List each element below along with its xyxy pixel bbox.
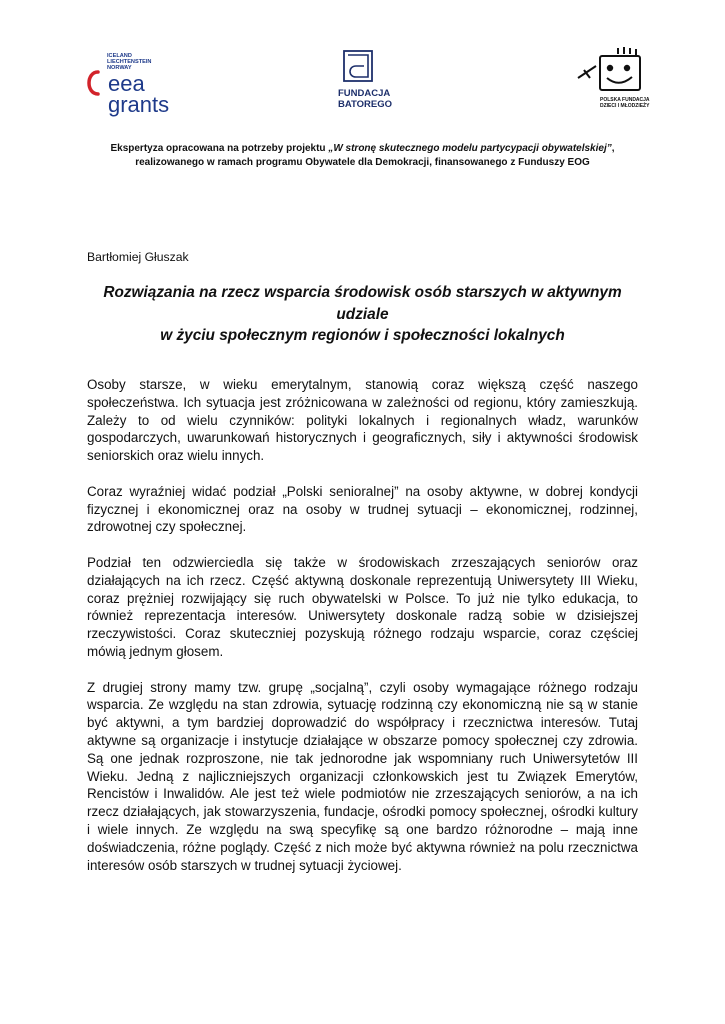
- paragraph: Podział ten odzwierciedla się także w środowiskach zrzeszających seniorów oraz działających na ich rzecz. Część aktywną doskonale reprezentują Uniwersytety III Wieku, coraz prężniej rozwijający się ruch obywatelski w Polsce. To już nie tylko edukacja, to również reprezentacja interesów. Uniwersytety doskonale radzą sobie w dzisiejszej rzeczywistości. Coraz skuteczniej pozyskują różnego rodzaju wsparcie, coraz częściej mówią jednym głosem.: [87, 554, 638, 659]
- grants-wordmark: grants: [108, 92, 170, 117]
- eea-country-norway: NORWAY: [107, 65, 132, 71]
- eea-swoosh-icon: [89, 72, 98, 94]
- document-title: [80, 282, 645, 347]
- author-name: Bartłomiej Głuszak: [87, 250, 189, 264]
- paragraph: Z drugiej strony mamy tzw. grupę „socjalną”, czyli osoby wymagające różnego rodzaju wsparcia. Ze względu na stan zdrowia, sytuację rodzinną czy ekonomiczną nie są w stanie być aktywni, a tym bardziej doprowadzić do współpracy i rzecznictwa interesów. Tutaj aktywne są organizacje i instytucje działające w obszarze pomocy społecznej czy zdrowia. Są one jednak rozproszone, nie tak jednorodne jak wspomniany ruch Uniwersytetów III Wieku. Jedną z najliczniejszych organizacji członkowskich jest tu Związek Emerytów, Rencistów i Inwalidów. Ale jest też wiele podmiotów nie zrzeszających seniorów, a na ich rzecz działających, jak stowarzyszenia, fundacje, ośrodki pomocy społecznej, ośrodki kultury i wiele innych. Ze względu na swą specyfikę są one bardzo różnorodne – mają inne doświadczenia, różne poglądy. Część z nich może być aktywna również na polu rzecznictwa interesów osób starszych w trudnej sytuacji życiowej.: [87, 679, 638, 873]
- body-text: [87, 376, 638, 892]
- eea-country-liechtenstein: LIECHTENSTEIN: [107, 59, 152, 65]
- pfdim-line1: POLSKA FUNDACJA: [600, 97, 650, 103]
- pfdim-face-icon: [578, 47, 640, 90]
- fundacja-batorego-logo: [336, 46, 408, 116]
- eea-grants-logo: [84, 50, 184, 120]
- paragraph: Osoby starsze, w wieku emerytalnym, stanowią coraz większą część naszego społeczeństwa. Ich sytuacja jest zróżnicowana w zależności od regionu, który zamieszkują. Zależy to od wielu czynników: polityki lokalnych i regionalnych władz, warunków gospodarczych, uwarunkowań historycznych i geograficznych, siły i aktywności środowisk seniorskich oraz wielu innych.: [87, 377, 638, 464]
- pfdim-logo: [574, 44, 654, 116]
- header-note-project-title: „W stronę skutecznego modelu partycypacji obywatelskiej”: [328, 143, 612, 154]
- header-note: [100, 142, 625, 171]
- title-line-2: w życiu społecznym regionów i społeczności lokalnych: [160, 327, 565, 344]
- eea-wordmark: eea: [108, 71, 145, 96]
- title-line-1: Rozwiązania na rzecz wsparcia środowisk osób starszych w aktywnym udziale: [103, 284, 622, 323]
- batory-line2: BATOREGO: [338, 99, 393, 110]
- eea-country-iceland: ICELAND: [107, 53, 132, 59]
- paragraph: Coraz wyraźniej widać podział „Polski senioralnej” na osoby aktywne, w dobrej kondycji fizycznej i ekonomicznej oraz na osoby w trudnej sytuacji – ekonomicznej, rodzinnej, zdrowotnej czy społecznej.: [87, 483, 638, 535]
- pfdim-line2: DZIECI I MŁODZIEŻY: [600, 103, 650, 109]
- header-note-prefix: Ekspertyza opracowana na potrzeby projektu: [110, 143, 329, 154]
- header-note-suffix: , realizowanego w ramach programu Obywatele dla Demokracji, finansowanego z Funduszy EOG: [135, 143, 615, 169]
- batory-line1: FUNDACJA: [338, 88, 391, 99]
